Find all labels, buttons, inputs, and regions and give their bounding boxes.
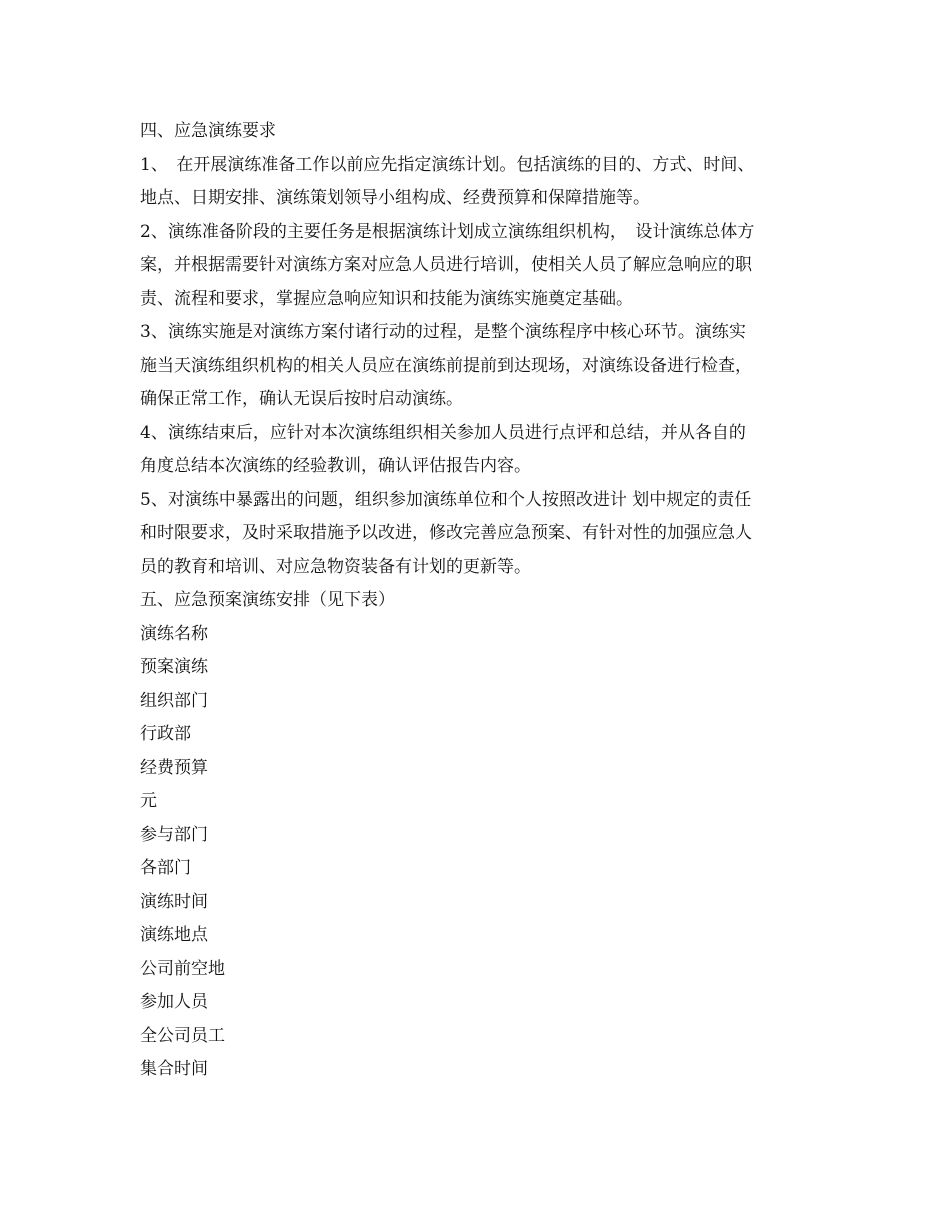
section-heading-requirements: 四、应急演练要求 [140, 121, 276, 141]
schedule-cell: 演练时间 [140, 891, 208, 912]
schedule-cell: 集合时间 [140, 1059, 208, 1079]
schedule-cell: 全公司员工 [140, 1025, 225, 1046]
document-content [140, 115, 820, 1087]
requirement-line: 和时限要求，及时采取措施予以改进，修改完善应急预案、有针对性的加强应急人 [140, 523, 752, 543]
schedule-cell: 参与部门 [140, 824, 208, 845]
schedule-table-flattened [140, 618, 820, 1087]
schedule-cell: 组织部门 [140, 690, 208, 711]
schedule-cell: 参加人员 [140, 992, 208, 1012]
schedule-cell: 元 [140, 791, 157, 811]
requirement-line: 责、流程和要求，掌握应急响应知识和技能为演练实施奠定基础。 [140, 288, 633, 309]
requirement-line: 2、演练准备阶段的主要任务是根据演练计划成立演练组织机构， 设计演练总体方 [140, 221, 755, 242]
requirement-item-3 [140, 316, 820, 417]
schedule-cell: 演练地点 [140, 925, 208, 945]
requirement-line: 确保正常工作，确认无误后按时启动演练。 [140, 389, 463, 409]
requirement-line: 员的教育和培训、对应急物资装备有计划的更新等。 [140, 556, 531, 577]
requirement-line: 4、演练结束后，应针对本次演练组织相关参加人员进行点评和总结，并从各自的 [140, 422, 746, 443]
section-heading-schedule: 五、应急预案演练安排（见下表） [140, 590, 395, 610]
schedule-cell: 预案演练 [140, 657, 208, 677]
schedule-cell: 各部门 [140, 858, 191, 878]
requirement-line: 3、演练实施是对演练方案付诸行动的过程，是整个演练程序中核心环节。演练实 [140, 322, 746, 342]
requirement-line: 施当天演练组织机构的相关人员应在演练前提前到达现场，对演练设备进行检查， [140, 355, 752, 376]
schedule-cell: 行政部 [140, 724, 191, 744]
requirement-line: 角度总结本次演练的经验教训，确认评估报告内容。 [140, 456, 531, 476]
schedule-cell: 演练名称 [140, 623, 208, 644]
requirement-item-5 [140, 484, 820, 585]
requirement-item-4 [140, 417, 820, 484]
requirement-line: 地点、日期安排、演练策划领导小组构成、经费预算和保障措施等。 [140, 188, 650, 208]
requirement-line: 5、对演练中暴露出的问题，组织参加演练单位和个人按照改进计 划中规定的责任 [140, 489, 752, 510]
schedule-cell: 经费预算 [140, 757, 208, 778]
schedule-cell: 公司前空地 [140, 958, 225, 979]
requirement-line: 1、 在开展演练准备工作以前应先指定演练计划。包括演练的目的、方式、时间、 [140, 154, 755, 175]
requirement-line: 案，并根据需要针对演练方案对应急人员进行培训，使相关人员了解应急响应的职 [140, 255, 752, 275]
requirement-item-1 [140, 149, 820, 216]
requirement-item-2 [140, 216, 820, 317]
